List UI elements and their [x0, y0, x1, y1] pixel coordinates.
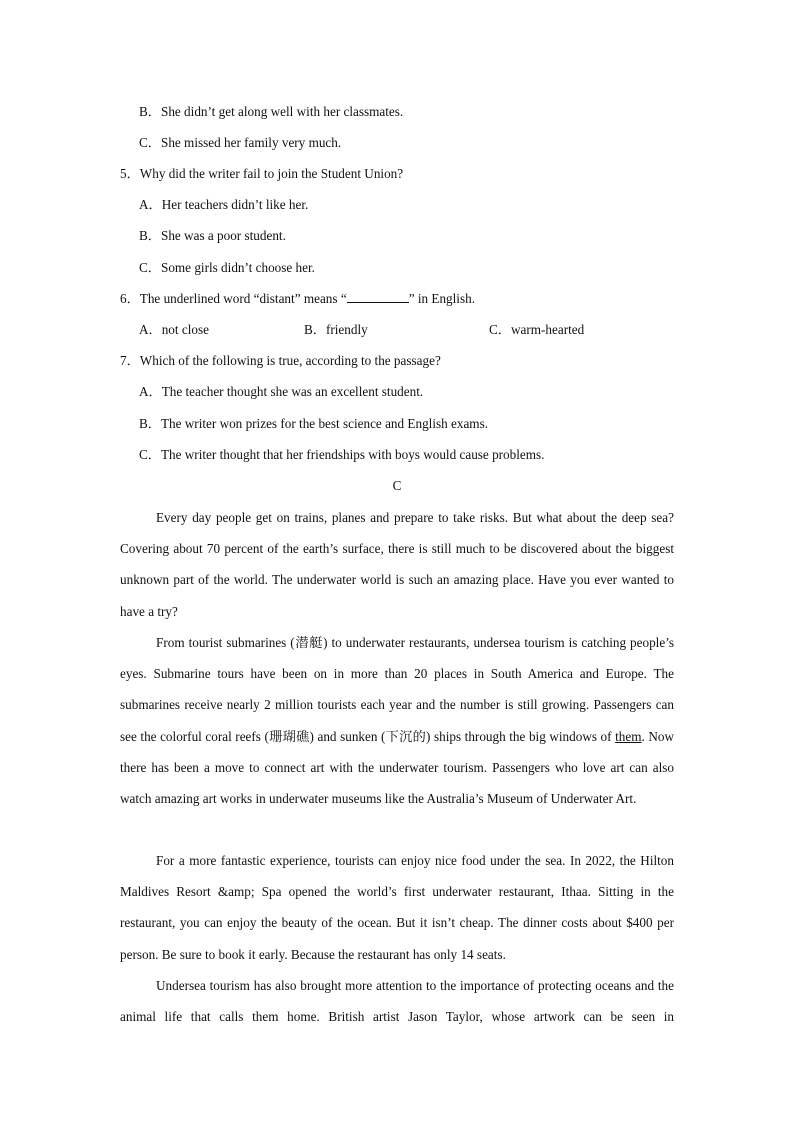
q7-option-a: A．The teacher thought she was an excellent student. [139, 384, 424, 399]
q7-stem: 7．Which of the following is true, according to the passage? [120, 353, 441, 368]
q5-option-a: A．Her teachers didn’t like her. [139, 197, 309, 212]
paragraph-3: For a more fantastic experience, tourists can enjoy nice food under the sea. In 2022, the Hilton Maldives Resort &amp; Spa opened the world’s first underwater restaurant, Ithaa. Sitting in the restaurant, you can enjoy the beauty of the ocean. But it isn’t cheap. The dinner costs about $400 per person. Be sure to book it early. Because the restaurant has only 14 seats. [120, 853, 674, 962]
paragraph-2 [120, 627, 674, 814]
q6-option-c: C．warm-hearted [489, 322, 585, 337]
q6-option-a: A．not close [139, 322, 209, 337]
q6-option-b: B．friendly [304, 322, 368, 337]
q7-option-b: B．The writer won prizes for the best science and English exams. [139, 416, 488, 431]
underlined-word: them [615, 728, 642, 744]
q5-option-c: C．Some girls didn’t choose her. [139, 260, 315, 275]
paragraph-2-text-after: . Now there has been a move to connect art with the underwater tourism. Passengers who love art can also watch amazing art works in underwater museums like the Australia’s Museum of Underwater Art. [120, 728, 674, 807]
answer-blank [347, 290, 409, 303]
q6-stem [120, 290, 475, 308]
q5-stem: 5．Why did the writer fail to join the Student Union? [120, 166, 404, 181]
q7-option-c: C．The writer thought that her friendships with boys would cause problems. [139, 447, 545, 462]
q6-stem-before: 6．The underlined word “distant” means “ [120, 291, 347, 306]
paragraph-2-text-before: From tourist submarines (潜艇) to underwater restaurants, undersea tourism is catching people’s eyes. Submarine tours have been on in more than 20 places in South America and Europe. The submarines receive nearly 2 million tourists each year and the number is still growing. Passengers can see the colorful coral reefs (珊瑚礁) and sunken (下沉的) ships through the big windows of [120, 635, 674, 744]
q5-option-b: B．She was a poor student. [139, 228, 286, 243]
q4-option-c: C．She missed her family very much. [139, 135, 342, 150]
paragraph-1: Every day people get on trains, planes and prepare to take risks. But what about the deep sea? Covering about 70 percent of the earth’s surface, there is still much to be discovered about the biggest unknown part of the world. The underwater world is such an amazing place. Have you ever wanted to have a try? [120, 510, 674, 619]
q6-stem-after: ” in English. [408, 291, 475, 306]
section-heading: C [392, 478, 402, 493]
q4-option-b: B．She didn’t get along well with her classmates. [139, 104, 404, 119]
paragraph-4: Undersea tourism has also brought more attention to the importance of protecting oceans and the animal life that calls them home. British artist Jason Taylor, whose artwork can be seen in [120, 978, 674, 1025]
